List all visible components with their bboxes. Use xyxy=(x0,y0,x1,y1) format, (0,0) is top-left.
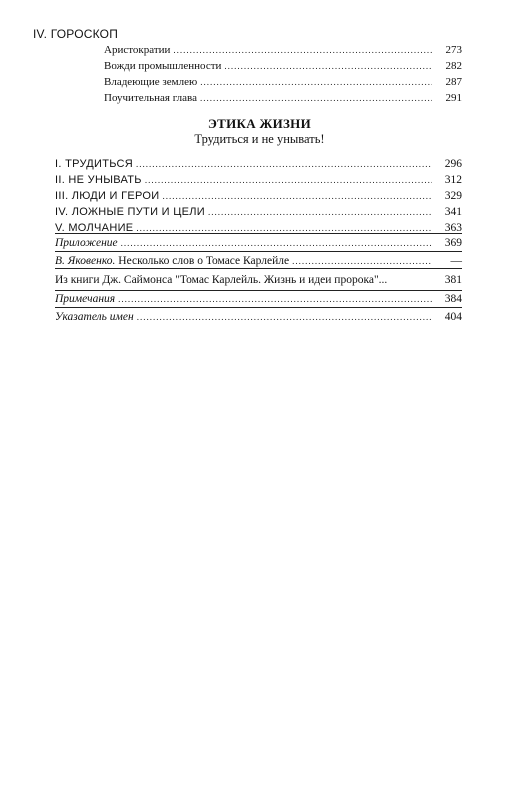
entry-page: 291 xyxy=(445,92,462,104)
divider-rule xyxy=(55,290,462,291)
dot-leader xyxy=(208,205,432,219)
dot-leader xyxy=(162,189,432,203)
chapter-page: 296 xyxy=(444,158,462,170)
toc-chapter-3 xyxy=(55,189,462,204)
yakovenko-entry-title xyxy=(55,254,292,268)
toc-chapter-4 xyxy=(55,205,462,220)
entry-page: 287 xyxy=(445,76,462,88)
toc-entry-captains-of-industry xyxy=(104,59,462,74)
dot-leader xyxy=(121,236,432,250)
dot-leader xyxy=(173,43,432,57)
appendix-page: 369 xyxy=(444,237,462,249)
entry-title: Вожди промышленности xyxy=(104,60,222,72)
entry-page: 282 xyxy=(445,60,462,72)
appendix-title: Приложение xyxy=(55,237,118,249)
toc-symons xyxy=(55,273,462,288)
dot-leader xyxy=(136,157,432,171)
notes-page: 384 xyxy=(444,293,462,305)
chapter-title: V. МОЛЧАНИЕ xyxy=(55,222,134,234)
entry-title: Владеющие землею xyxy=(104,76,198,88)
divider-rule xyxy=(55,268,462,269)
dot-leader xyxy=(292,254,432,268)
dot-leader xyxy=(224,59,432,73)
section-subtitle: Трудиться и не унывать! xyxy=(194,132,325,146)
toc-entry-aristocracy xyxy=(104,43,462,58)
chapter-page: 341 xyxy=(444,206,462,218)
chapter-title: II. НЕ УНЫВАТЬ xyxy=(55,174,142,186)
symons-title: Из книги Дж. Саймонса "Томас Карлейль. Жизнь и идеи пророка"... xyxy=(55,274,388,286)
dot-leader xyxy=(145,173,432,187)
symons-page: 381 xyxy=(444,274,462,286)
notes-title: Примечания xyxy=(55,293,116,305)
divider-rule xyxy=(55,251,462,252)
toc-chapter-2 xyxy=(55,173,462,188)
chapter-title: I. ТРУДИТЬСЯ xyxy=(55,158,134,170)
chapter-page: 312 xyxy=(444,174,462,186)
toc-chapter-1 xyxy=(55,157,462,172)
chapter-page: 363 xyxy=(444,222,462,234)
dot-leader xyxy=(200,91,432,105)
dot-leader xyxy=(137,310,432,324)
dot-leader xyxy=(118,292,432,306)
divider-rule xyxy=(55,307,462,308)
toc-appendix xyxy=(55,236,462,251)
toc-index xyxy=(55,310,462,325)
chapter-page: 329 xyxy=(444,190,462,202)
chapter-title: III. ЛЮДИ И ГЕРОИ xyxy=(55,190,160,202)
entry-title: Поучительная глава xyxy=(104,92,197,104)
toc-yakovenko xyxy=(55,254,462,269)
part-heading: IV. ГОРОСКОП xyxy=(33,27,119,41)
entry-page: 273 xyxy=(445,44,462,56)
index-page: 404 xyxy=(444,311,462,323)
entry-title: Аристократии xyxy=(104,44,171,56)
index-title: Указатель имен xyxy=(55,311,134,323)
dot-leader xyxy=(200,75,432,89)
yakovenko-title: Несколько слов о Томасе Карлейле xyxy=(118,255,290,267)
toc-entry-landowners xyxy=(104,75,462,90)
section-title: ЭТИКА ЖИЗНИ xyxy=(207,116,311,131)
yakovenko-author: В. Яковенко. xyxy=(55,255,116,267)
chapter-title: IV. ЛОЖНЫЕ ПУТИ И ЦЕЛИ xyxy=(55,206,205,218)
toc-entry-didactic xyxy=(104,91,462,106)
divider-rule xyxy=(55,233,462,234)
toc-notes xyxy=(55,292,462,307)
yakovenko-page: — xyxy=(450,255,462,267)
